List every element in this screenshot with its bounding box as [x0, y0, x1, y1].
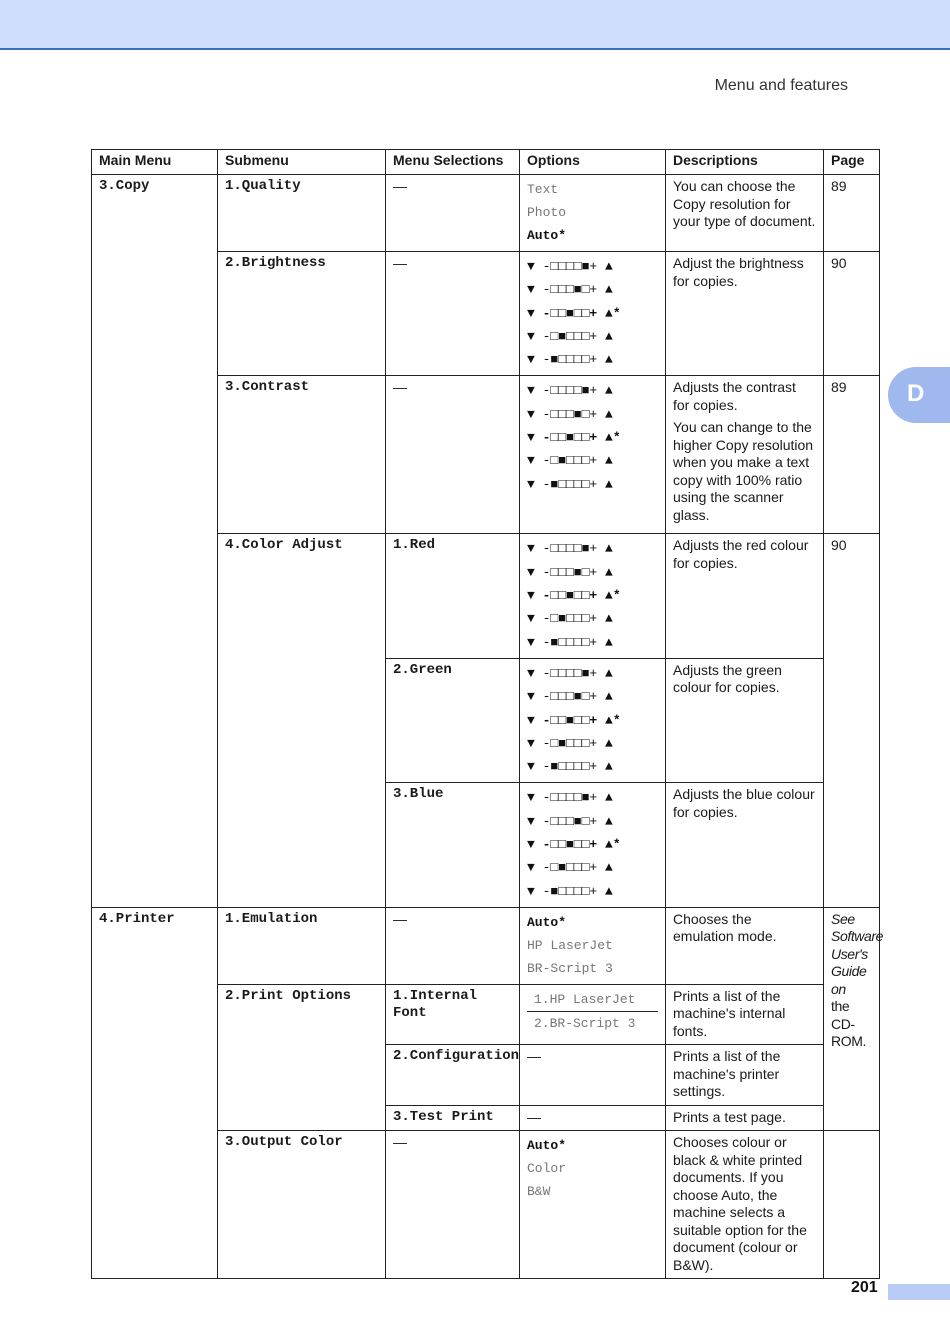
scale-level-1: ▼ -■□□□□+ ▲	[527, 634, 613, 650]
table-row	[92, 175, 880, 252]
option-font-br-script: 2.BR-Script 3	[534, 1016, 636, 1032]
page-number: 201	[851, 1279, 878, 1296]
option-auto-default: Auto*	[527, 914, 567, 930]
scale-level-5: ▼ -□□□□■+ ▲	[527, 541, 613, 557]
see-line-2: Software	[831, 928, 884, 945]
see-line-5: the	[831, 998, 850, 1015]
see-line-4: Guide on	[831, 963, 867, 997]
col-page: Page	[824, 150, 880, 175]
selection-none: —	[520, 1105, 666, 1131]
menu-table	[91, 149, 884, 1279]
table-row	[92, 907, 880, 984]
options-brightness	[520, 252, 666, 376]
description-contrast	[666, 376, 824, 534]
description-configuration: Prints a list of the machine's printer settings.	[666, 1045, 824, 1106]
scale-level-4: ▼ -□□□■□+ ▲	[527, 406, 613, 422]
description-brightness: Adjust the brightness for copies.	[666, 252, 824, 376]
page-bar	[888, 1284, 950, 1300]
scale-level-5: ▼ -□□□□■+ ▲	[527, 665, 613, 681]
scale-level-3-default: ▼ -□□■□□+ ▲*	[527, 588, 621, 604]
options-green	[520, 658, 666, 782]
submenu-quality: 1.Quality	[218, 175, 386, 252]
chapter-tab[interactable]	[888, 367, 950, 423]
table-header-row	[92, 150, 880, 175]
page-contrast: 89	[824, 376, 880, 534]
page-see-software-guide	[824, 907, 884, 1131]
option-br-script: BR-Script 3	[527, 960, 613, 976]
page-empty	[824, 1131, 880, 1279]
submenu-output-color: 3.Output Color	[218, 1131, 386, 1279]
options-internal-font	[520, 984, 666, 1045]
scale-level-2: ▼ -□■□□□+ ▲	[527, 860, 613, 876]
scale-level-4: ▼ -□□□■□+ ▲	[527, 689, 613, 705]
option-bw: B&W	[527, 1184, 551, 1200]
scale-level-3-default: ▼ -□□■□□+ ▲*	[527, 430, 621, 446]
description-emulation: Chooses the emulation mode.	[666, 907, 824, 984]
page-quality: 89	[824, 175, 880, 252]
selection-internal-font: 1.Internal Font	[386, 984, 520, 1045]
option-hp-laserjet: HP LaserJet	[527, 937, 613, 953]
scale-level-1: ▼ -■□□□□+ ▲	[527, 352, 613, 368]
description-output-color: Chooses colour or black & white printed documents. If you choose Auto, the machine selects a suitable option for the document (colour or B&W).	[666, 1131, 824, 1279]
main-menu-copy: 3.Copy	[92, 175, 218, 908]
selection-none: —	[386, 1131, 520, 1279]
main-menu-printer: 4.Printer	[92, 907, 218, 1279]
page-color-adjust: 90	[824, 534, 880, 907]
options-blue	[520, 783, 666, 907]
scale-level-5: ▼ -□□□□■+ ▲	[527, 259, 613, 274]
selection-none: —	[520, 1045, 666, 1106]
scale-level-2: ▼ -□■□□□+ ▲	[527, 735, 613, 751]
submenu-emulation: 1.Emulation	[218, 907, 386, 984]
scale-level-4: ▼ -□□□■□+ ▲	[527, 282, 613, 298]
see-line-1: See	[831, 910, 855, 927]
description-internal-font: Prints a list of the machine's internal fonts.	[666, 984, 824, 1045]
options-output-color	[520, 1131, 666, 1279]
scale-level-2: ▼ -□■□□□+ ▲	[527, 328, 613, 344]
scale-level-5: ▼ -□□□□■+ ▲	[527, 383, 613, 399]
scale-level-3-default: ▼ -□□■□□+ ▲*	[527, 712, 621, 728]
selection-none: —	[386, 252, 520, 376]
col-menu-selections: Menu Selections	[386, 150, 520, 175]
submenu-contrast: 3.Contrast	[218, 376, 386, 534]
description-contrast-note: You can change to the higher Copy resolution when you make a text copy with 100% ratio using the scanner glass.	[673, 419, 814, 523]
description-test-print: Prints a test page.	[666, 1105, 824, 1131]
col-descriptions: Descriptions	[666, 150, 824, 175]
col-main-menu: Main Menu	[92, 150, 218, 175]
description-contrast-main: Adjusts the contrast for copies.	[673, 379, 796, 413]
description-quality: You can choose the Copy resolution for your type of document.	[666, 175, 824, 252]
chapter-tab-letter: D	[907, 380, 925, 407]
selection-none: —	[386, 175, 520, 252]
selection-blue: 3.Blue	[386, 783, 520, 907]
scale-level-4: ▼ -□□□■□+ ▲	[527, 564, 613, 580]
scale-level-1: ▼ -■□□□□+ ▲	[527, 759, 613, 775]
selection-none: —	[386, 376, 520, 534]
description-red: Adjusts the red colour for copies.	[666, 534, 824, 658]
scale-level-1: ▼ -■□□□□+ ▲	[527, 476, 613, 492]
col-options: Options	[520, 150, 666, 175]
selection-green: 2.Green	[386, 658, 520, 782]
selection-red: 1.Red	[386, 534, 520, 658]
selection-none: —	[386, 907, 520, 984]
option-auto-default: Auto*	[527, 228, 567, 243]
scale-level-2: ▼ -□■□□□+ ▲	[527, 453, 613, 469]
col-submenu: Submenu	[218, 150, 386, 175]
page-brightness: 90	[824, 252, 880, 376]
option-photo: Photo	[527, 205, 567, 220]
option-font-hp-laserjet: 1.HP LaserJet	[527, 988, 658, 1013]
options-contrast	[520, 376, 666, 534]
submenu-brightness: 2.Brightness	[218, 252, 386, 376]
scale-level-1: ▼ -■□□□□+ ▲	[527, 883, 613, 899]
running-header: Menu and features	[714, 77, 848, 94]
see-line-6: CD-ROM.	[831, 1015, 866, 1050]
top-band	[0, 0, 950, 50]
options-red	[520, 534, 666, 658]
description-green: Adjusts the green colour for copies.	[666, 658, 824, 782]
scale-level-3-default: ▼ -□□■□□+ ▲*	[527, 837, 621, 853]
option-auto-default: Auto*	[527, 1138, 567, 1154]
scale-level-3-default: ▼ -□□■□□+ ▲*	[527, 305, 621, 321]
scale-level-2: ▼ -□■□□□+ ▲	[527, 611, 613, 627]
option-color: Color	[527, 1161, 567, 1177]
selection-test-print: 3.Test Print	[386, 1105, 520, 1131]
options-emulation	[520, 907, 666, 984]
description-blue: Adjusts the blue colour for copies.	[666, 783, 824, 907]
selection-configuration: 2.Configuration	[386, 1045, 520, 1106]
options-quality	[520, 175, 666, 252]
see-line-3: User's	[831, 945, 868, 962]
submenu-color-adjust: 4.Color Adjust	[218, 534, 386, 907]
submenu-print-options: 2.Print Options	[218, 984, 386, 1131]
option-text: Text	[527, 182, 559, 197]
scale-level-5: ▼ -□□□□■+ ▲	[527, 790, 613, 806]
scale-level-4: ▼ -□□□■□+ ▲	[527, 813, 613, 829]
